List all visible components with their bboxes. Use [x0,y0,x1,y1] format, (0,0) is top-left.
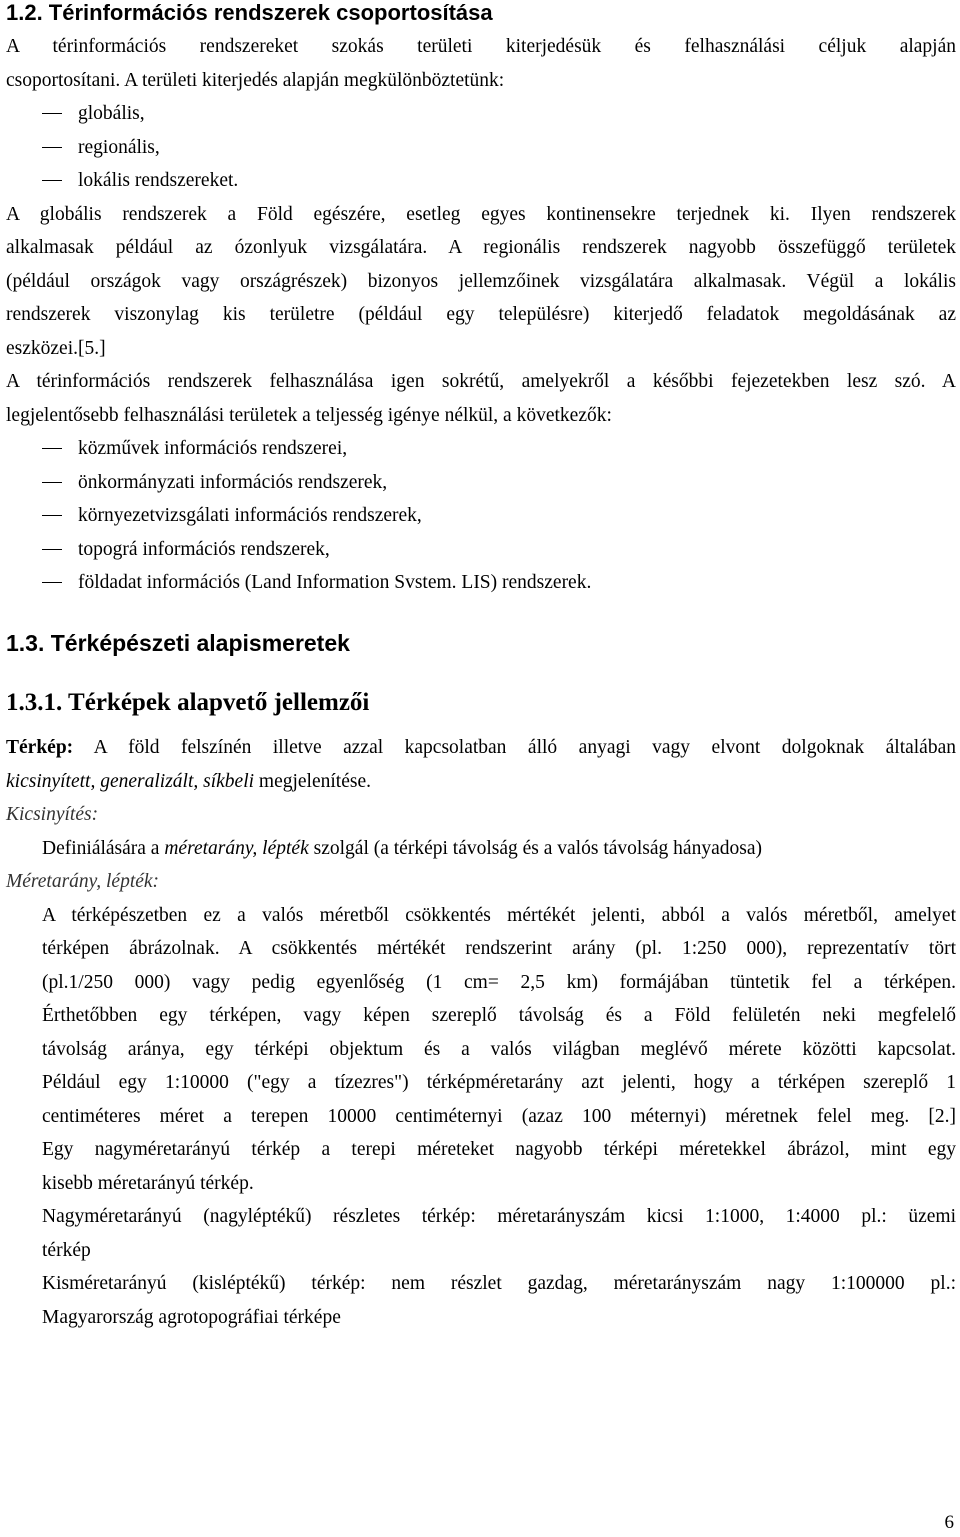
definition-term: Térkép: [6,737,74,758]
body-line: rendszerek viszonylag kis területre (például egy településre) kiterjedő feladatok megoldásának az [6,304,956,325]
body-line: A térképészetben ez a valós méretből csökkentés mértékét jelenti, abból a valós méretből, amelyet [42,904,956,926]
body-line: A globális rendszerek a Föld egészére, esetleg egyes kontinensekre terjednek ki. Ilyen rendszerek [6,203,956,225]
list-item: önkormányzati információs rendszerek, [6,466,956,500]
definition-text: A föld felszínén illetve azzal kapcsolatban álló anyagi vagy elvont dolgoknak általában [73,737,956,758]
body-line: térkép [42,1239,91,1261]
body-line: Érthetőbben egy térképen, vagy képen szereplő távolság és a Föld felületén neki megfelelő [42,1005,956,1026]
body-line: (például országok vagy országrészek) bizonyos jellemzőinek vizsgálatára alkalmasak. Végül a lokális [6,270,956,292]
body-line: Kisméretarányú (kisléptékű) térkép: nem részlet gazdag, méretarányszám nagy 1:100000 pl.: [42,1273,956,1294]
body-line: Például egy 1:10000 ("egy a tízezres") térképméretarány azt jelenti, hogy a térképen szereplő 1 [42,1072,956,1093]
list-item: földadat információs (Land Information Svstem. LIS) rendszerek. [6,566,956,600]
list-item: lokális rendszereket. [6,164,956,198]
section-1-3-1-heading: 1.3.1. Térképek alapvető jellemzői [6,689,370,716]
section-1-3-heading: 1.3. Térképészeti alapismeretek [6,630,350,656]
list-item: regionális, [6,131,956,165]
text-run: szolgál (a térképi távolság és a valós távolság hányadosa) [308,837,762,859]
definition-italic: kicsinyített, generalizált, síkbeli [6,770,255,792]
definition-line [6,731,956,765]
body-line: térképen ábrázolnak. A csökkentés mértékét rendszerint arány (pl. 1:250 000), reprezentatív tört [42,938,956,959]
body-line: kisebb méretarányú térkép. [42,1172,254,1194]
meretarany-label: Méretarány, lépték: [6,871,160,892]
text-run: Definiálására a [42,837,165,859]
definition-line [6,765,956,799]
page-number: 6 [944,1512,954,1533]
list-item: közművek információs rendszerei, [6,432,956,466]
body-line: Nagyméretarányú (nagyléptékű) részletes térkép: méretarányszám kicsi 1:1000, 1:4000 pl.: üzemi [42,1206,956,1227]
intro-line: csoportosítani. A területi kiterjedés alapján megkülönböztetünk: [6,69,505,91]
section-1-3-1-body [6,731,956,1334]
kicsinyites-text [6,832,956,866]
body-line: távolság aránya, egy térképi objektum és a valós világban meglévő mérete közötti kapcsolat. [42,1038,956,1060]
body-line: eszközei.[5.] [6,337,106,359]
section-1-2-body [6,30,956,600]
extent-list [6,97,956,198]
list-item: környezetvizsgálati információs rendszerek, [6,499,956,533]
kicsinyites-label: Kicsinyítés: [6,804,99,825]
body-line: legjelentősebb felhasználási területek a teljesség igénye nélkül, a következők: [6,404,612,426]
body-line: (pl.1/250 000) vagy pedig egyenlőség (1 cm= 2,5 km) formájában tüntetik fel a térképen. [42,971,956,993]
body-line: centiméteres méret a terepen 10000 centiméternyi (azaz 100 méternyi) méretnek felel meg. [2.] [42,1105,956,1127]
body-line: alkalmasak például az ózonlyuk vizsgálatára. A regionális rendszerek nagyobb összefüggő területek [6,237,956,258]
definition-text: megjelenítése. [254,770,371,792]
intro-line: A térinformációs rendszereket szokás területi kiterjedésük és felhasználási céljuk alapján [6,36,956,57]
body-line: A térinformációs rendszerek felhasználása igen sokrétű, amelyekről a későbbi fejezetekben lesz szó. A [6,371,956,392]
use-list [6,432,956,600]
body-line: Egy nagyméretarányú térkép a terepi méreteket nagyobb térképi méretekkel ábrázol, mint egy [42,1139,956,1160]
list-item: globális, [6,97,956,131]
text-run-italic: méretarány, lépték [164,837,309,859]
body-line: Magyarország agrotopográfiai térképe [42,1306,341,1328]
section-1-2-heading: 1.2. Térinformációs rendszerek csoportosítása [6,0,493,25]
meretarany-text [6,899,956,1335]
list-item: topográ információs rendszerek, [6,533,956,567]
